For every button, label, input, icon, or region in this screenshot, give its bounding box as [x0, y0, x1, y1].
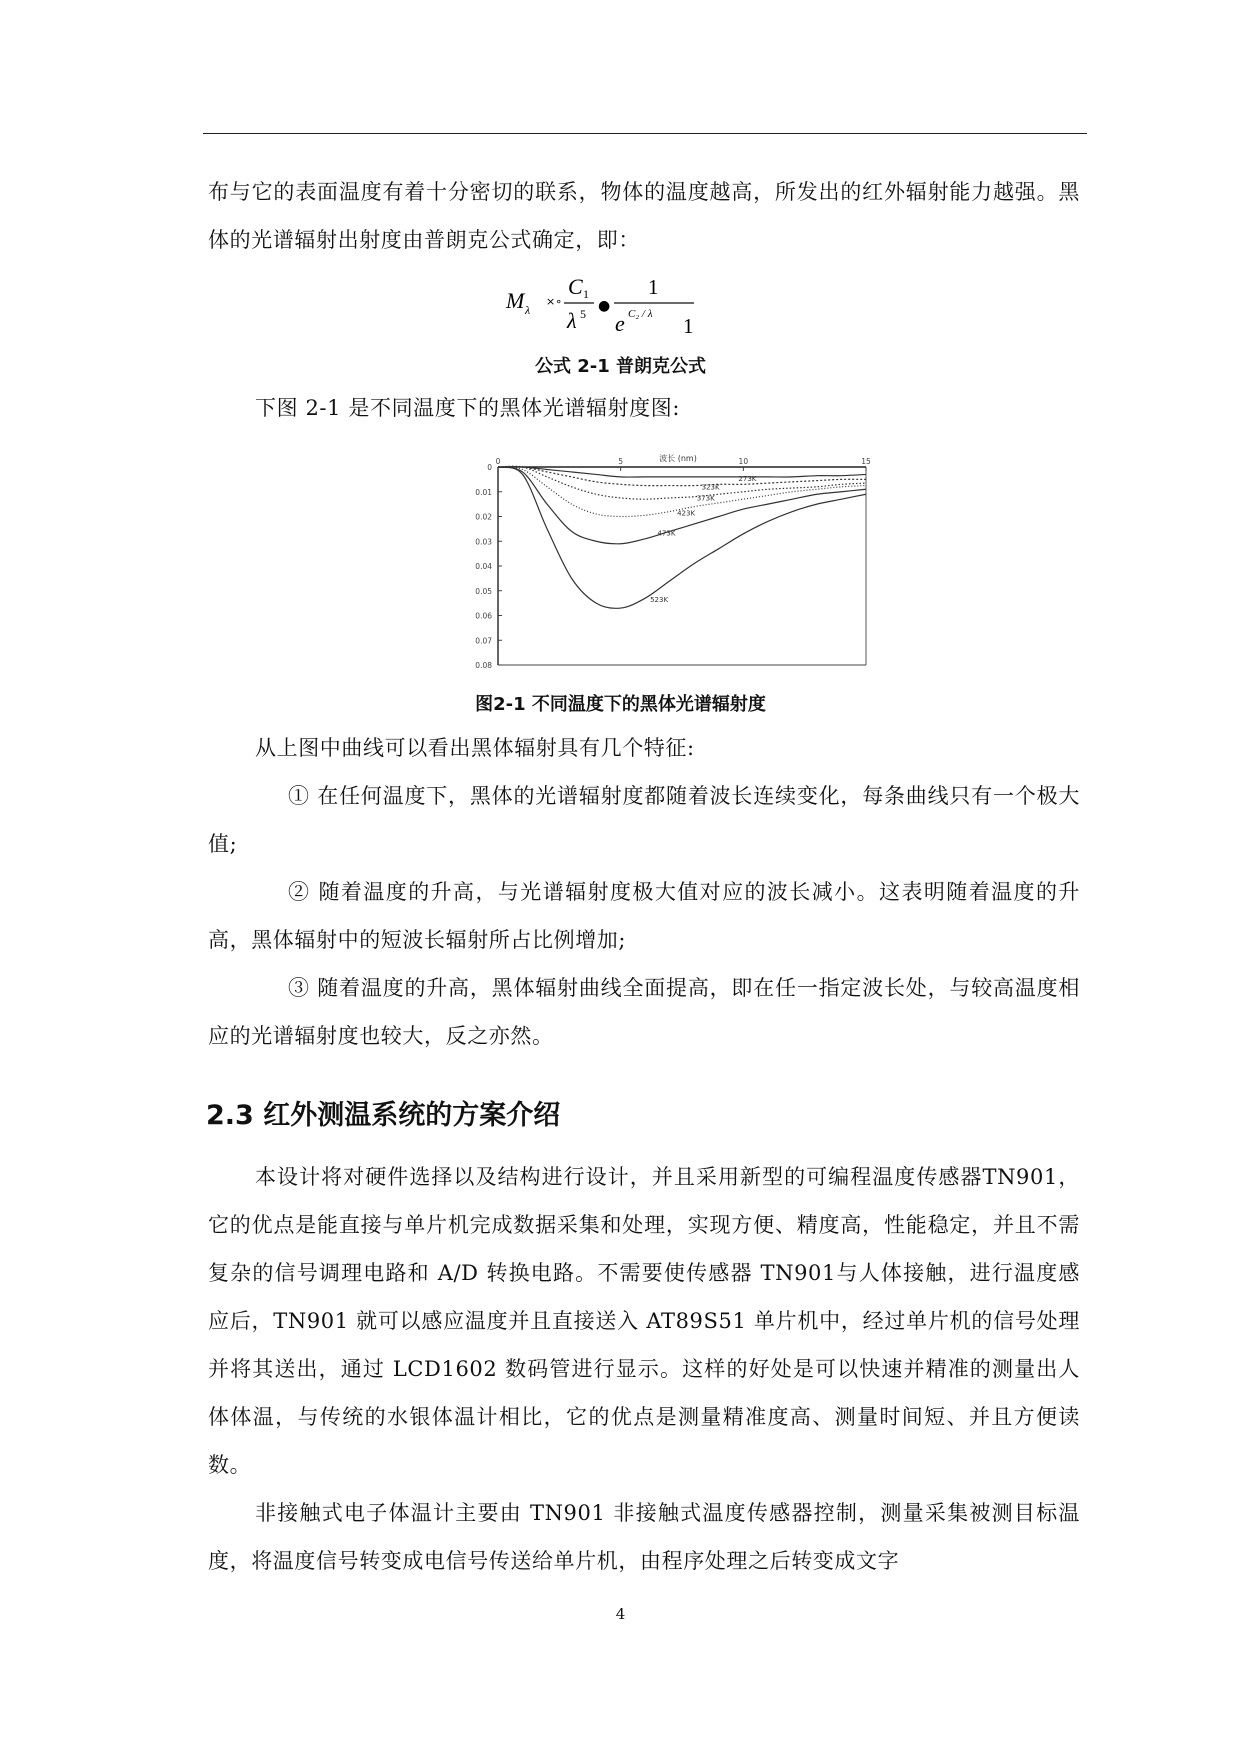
curve-373k [498, 466, 866, 499]
curve-label: 423K [677, 509, 696, 518]
y-tick-label: 0.08 [475, 661, 492, 670]
feature-item-2: ② 随着温度的升高，与光谱辐射度极大值对应的波长减小。这表明随着温度的升高，黑体辐射中的短波长辐射所占比例增加; [208, 880, 1080, 952]
y-tick-label: 0.03 [475, 537, 492, 547]
section-heading: 2.3 红外测温系统的方案介绍 [206, 1100, 561, 1131]
formula-c1-subscript: 1 [583, 287, 589, 301]
formula-e: e [615, 311, 625, 336]
chart-top-title: 波长 (nm) [659, 454, 697, 463]
figure-caption: 图2-1 不同温度下的黑体光谱辐射度 [475, 694, 766, 715]
curve-label: 273K [738, 474, 757, 483]
y-tick-label: 0.06 [475, 611, 492, 621]
curve-label: 523K [650, 596, 669, 605]
formula-dot: ● [598, 298, 611, 314]
x-tick-label: 15 [861, 457, 871, 466]
planck-formula [500, 270, 720, 340]
formula-lambda: λ [567, 308, 577, 333]
formula-symbol: ×∘ [546, 295, 563, 308]
y-tick-label: 0.02 [475, 512, 492, 522]
y-tick-label: 0.04 [475, 562, 492, 571]
features-intro-paragraph: 从上图中曲线可以看出黑体辐射具有几个特征: [255, 736, 695, 760]
x-tick-label: 10 [738, 457, 749, 466]
formula-caption: 公式 2-1 普朗克公式 [534, 356, 707, 377]
feature-item-3: ③ 随着温度的升高，黑体辐射曲线全面提高，即在任一指定波长处，与较高温度相应的光谱辐射度也较大，反之亦然。 [208, 976, 1080, 1048]
figure-intro-paragraph: 下图 2-1 是不同温度下的黑体光谱辐射度图: [255, 396, 681, 420]
chart-axes [498, 467, 866, 665]
formula-numerator: 1 [648, 275, 659, 299]
header-rule [203, 133, 1087, 134]
y-tick-label: 0.01 [475, 487, 492, 497]
y-tick-label: 0.05 [475, 586, 492, 596]
formula-lhs-subscript: λ [525, 303, 531, 317]
curve-group [498, 466, 866, 608]
page-number: 4 [615, 1605, 626, 1623]
curve-label: 323K [701, 483, 720, 492]
formula-exponent: C₂ / λ [628, 308, 653, 320]
feature-item-1: ① 在任何温度下，黑体的光谱辐射度都随着波长连续变化，每条曲线只有一个极大值; [208, 784, 1080, 856]
y-tick-label: 0 [487, 463, 492, 472]
intro-paragraph: 布与它的表面温度有着十分密切的联系，物体的温度越高，所发出的红外辐射能力越强。黑体的光谱辐射出射度由普朗克公式确定，即： [208, 180, 1080, 252]
design-paragraph-2: 非接触式电子体温计主要由 TN901 非接触式温度传感器控制，测量采集被测目标温度，将温度信号转变成电信号传送给单片机，由程序处理之后转变成文字 [208, 1501, 1080, 1573]
y-tick-label: 0.07 [475, 636, 492, 646]
x-tick-label: 5 [618, 457, 624, 466]
curve-label: 373K [696, 494, 715, 503]
formula-lhs: M [506, 288, 525, 313]
blackbody-radiance-chart [463, 452, 873, 677]
curve-273k [498, 467, 866, 477]
formula-lambda-power: 5 [580, 307, 586, 321]
formula-c1: C [568, 274, 583, 299]
curve-523k [498, 467, 866, 608]
x-tick-label: 0 [495, 457, 501, 466]
design-paragraph-1: 本设计将对硬件选择以及结构进行设计，并且采用新型的可编程温度传感器TN901，它的优点是能直接与单片机完成数据采集和处理，实现方便、精度高，性能稳定，并且不需复杂的信号调理电路和 A/D 转换电路。不需要使传感器 TN901与人体接触，进行温度感应后，TN901 就可以感应温度并且直接送入 AT89S51 单片机中，经过单片机的信号处理并将其送出，通过 LCD1602 数码管进行显示。这样的好处是可以快速并精准的测量出人体体温，与传统的水银体温计相比，它的优点是测量精准度高、测量时间短、并且方便读数。 [208, 1165, 1080, 1477]
curve-label: 473K [657, 529, 676, 538]
formula-minus-one: 1 [683, 314, 694, 338]
